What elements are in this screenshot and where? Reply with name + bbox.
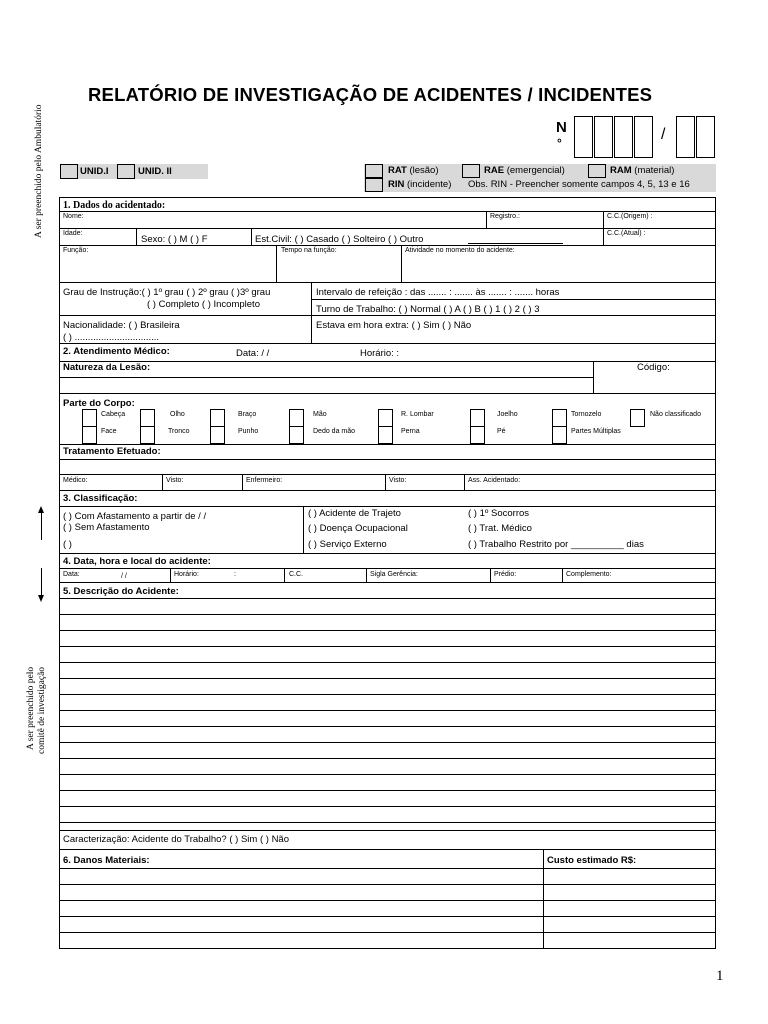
enfermeiro-label: Enfermeiro: [246,477,283,484]
parte-nao-classificado: Não classificado [650,411,701,418]
rin-obs: Obs. RIN - Preencher somente campos 4, 5, 13 e 16 [468,179,690,190]
atividade-label: Atividade no momento do acidente: [405,247,515,254]
data-acidente-slashes[interactable]: / / [121,573,127,580]
unid-2-label: UNID. II [138,166,172,177]
caracterizacao-field[interactable]: Caracterização: Acidente do Trabalho? ( ) Sim ( ) Não [63,834,289,845]
horario-acidente-label: Horário: [174,571,199,578]
punho-checkbox[interactable] [210,426,225,444]
horario-acidente-colon[interactable]: : [234,571,236,578]
medico-label: Médico: [63,477,88,484]
cc-origem-label: C.C.(Origem) : [607,213,653,220]
numero-box-6[interactable] [696,116,715,158]
tronco-checkbox[interactable] [140,426,155,444]
turno-trabalho-field[interactable]: Turno de Trabalho: ( ) Normal ( ) A ( ) B ( ) 1 ( ) 2 ( ) 3 [316,304,540,315]
parte-pe: Pé [497,428,506,435]
parte-mao: Mão [313,411,327,418]
acidente-trajeto-field[interactable]: ( ) Acidente de Trajeto [308,508,401,519]
unid-1-label: UNID.I [80,166,109,177]
cabeca-checkbox[interactable] [82,409,97,427]
parte-perna: Perna [401,428,420,435]
sexo-field[interactable]: Sexo: ( ) M ( ) F [141,234,208,245]
visto-medico-label: Visto: [166,477,184,484]
cc-acidente-label: C.C. [289,571,303,578]
page-number: 1 [716,968,724,984]
parte-lombar: R. Lombar [401,411,434,418]
parte-punho: Punho [238,428,259,435]
idade-label: Idade: [63,230,83,237]
estado-civil-field[interactable]: Est.Civil: ( ) Casado ( ) Solteiro ( ) Outro [255,234,424,245]
sem-afastamento-field[interactable]: ( ) Sem Afastamento [63,522,150,533]
numero-degree: ° [557,136,562,150]
lombar-checkbox[interactable] [378,409,393,427]
parte-corpo-label: Parte do Corpo: [63,398,135,409]
funcao-label: Função: [63,247,89,254]
tempo-funcao-label: Tempo na função: [281,247,337,254]
rin-checkbox[interactable] [365,178,383,192]
sigla-gerencia-label: Sigla Gerência: [370,571,418,578]
complemento-label: Complemento: [566,571,612,578]
visto-enfermeiro-label: Visto: [389,477,407,484]
tratamento-medico-field[interactable]: ( ) Trat. Médico [468,523,532,534]
outro-classificacao-field[interactable]: ( ) [63,539,72,550]
nome-label: Nome: [63,213,84,220]
data-acidente-label: Data: [63,571,80,578]
predio-label: Prédio: [494,571,517,578]
pe-checkbox[interactable] [470,426,485,444]
face-checkbox[interactable] [82,426,97,444]
joelho-checkbox[interactable] [470,409,485,427]
ram-checkbox[interactable] [588,164,606,178]
tratamento-label: Tratamento Efetuado: [63,446,161,457]
parte-multiplas: Partes Múltiplas [571,428,621,435]
side-note-comite-line1: A ser preenchido pelo [26,666,36,750]
parte-face: Face [101,428,117,435]
tornozelo-checkbox[interactable] [552,409,567,427]
parte-olho: Olho [170,411,185,418]
arrow-down-icon [41,568,42,596]
section-6-header: 6. Danos Materiais: [63,855,150,866]
dedo-mao-checkbox[interactable] [289,426,304,444]
ram-label: RAM (material) [610,165,675,176]
com-afastamento-field[interactable]: ( ) Com Afastamento a partir de / / [63,511,207,522]
page-title: RELATÓRIO DE INVESTIGAÇÃO DE ACIDENTES / INCIDENTES [88,84,653,105]
section-5-header: 5. Descrição do Acidente: [63,586,179,597]
numero-box-5[interactable] [676,116,695,158]
mao-checkbox[interactable] [289,409,304,427]
rat-label: RAT (lesão) [388,165,439,176]
side-note-ambulatorio: A ser preenchido pelo Ambulatório [34,104,44,238]
parte-cabeca: Cabeça [101,411,126,418]
parte-tronco: Tronco [168,428,190,435]
numero-slash: / [661,126,666,143]
braco-checkbox[interactable] [210,409,225,427]
intervalo-refeicao-field[interactable]: Intervalo de refeição : das ....... : ....... às ....... : ....... horas [316,287,560,298]
numero-box-2[interactable] [594,116,613,158]
grau-instrucao-field[interactable]: Grau de Instrução:( ) 1º grau ( ) 2º grau ( )3º grau [63,287,271,298]
parte-braco: Braço [238,411,257,418]
numero-box-1[interactable] [574,116,593,158]
natureza-lesao-label: Natureza da Lesão: [63,362,151,373]
nacionalidade-outro[interactable]: ( ) ................................ [63,332,160,343]
section-4-header: 4. Data, hora e local do acidente: [63,556,211,567]
section-1-header: 1. Dados do acidentado: [63,200,166,211]
atendimento-horario[interactable]: Horário: : [360,348,400,359]
registro-label: Registro.: [490,213,520,220]
section-2-header: 2. Atendimento Médico: [63,346,170,357]
parte-tornozelo: Tornozelo [571,411,602,418]
unid-2-checkbox[interactable] [117,164,135,179]
cc-atual-label: C.C.(Atual) : [607,230,646,237]
numero-box-4[interactable] [634,116,653,158]
atendimento-data[interactable]: Data: / / [236,348,270,359]
grau-completo-field[interactable]: ( ) Completo ( ) Incompleto [147,299,260,310]
arrow-up-icon [41,512,42,540]
servico-externo-field[interactable]: ( ) Serviço Externo [308,539,387,550]
codigo-label: Código: [637,362,670,373]
hora-extra-field[interactable]: Estava em hora extra: ( ) Sim ( ) Não [316,320,472,331]
section-3-header: 3. Classificação: [63,493,138,504]
rat-checkbox[interactable] [365,164,383,178]
unid-1-checkbox[interactable] [60,164,78,179]
ass-acidentado-label: Ass. Acidentado: [468,477,521,484]
trabalho-restrito-field[interactable]: ( ) Trabalho Restrito por __________ dias [468,539,644,550]
custo-estimado-label: Custo estimado R$: [547,855,637,866]
nao-classificado-checkbox[interactable] [630,409,645,427]
perna-checkbox[interactable] [378,426,393,444]
olho-checkbox[interactable] [140,409,155,427]
rae-label: RAE (emergencial) [484,165,565,176]
parte-dedo-mao: Dedo da mão [313,428,356,435]
doenca-ocupacional-field[interactable]: ( ) Doença Ocupacional [308,523,408,534]
nacionalidade-field[interactable]: Nacionalidade: ( ) Brasileira [63,320,180,331]
rae-checkbox[interactable] [462,164,480,178]
partes-multiplas-checkbox[interactable] [552,426,567,444]
rin-label: RIN (incidente) [388,179,452,190]
primeiro-socorros-field[interactable]: ( ) 1º Socorros [468,508,530,519]
numero-box-3[interactable] [614,116,633,158]
numero-label: N [556,119,567,136]
side-note-comite-line2: comitê de investigação [37,666,47,754]
parte-joelho: Joelho [497,411,518,418]
